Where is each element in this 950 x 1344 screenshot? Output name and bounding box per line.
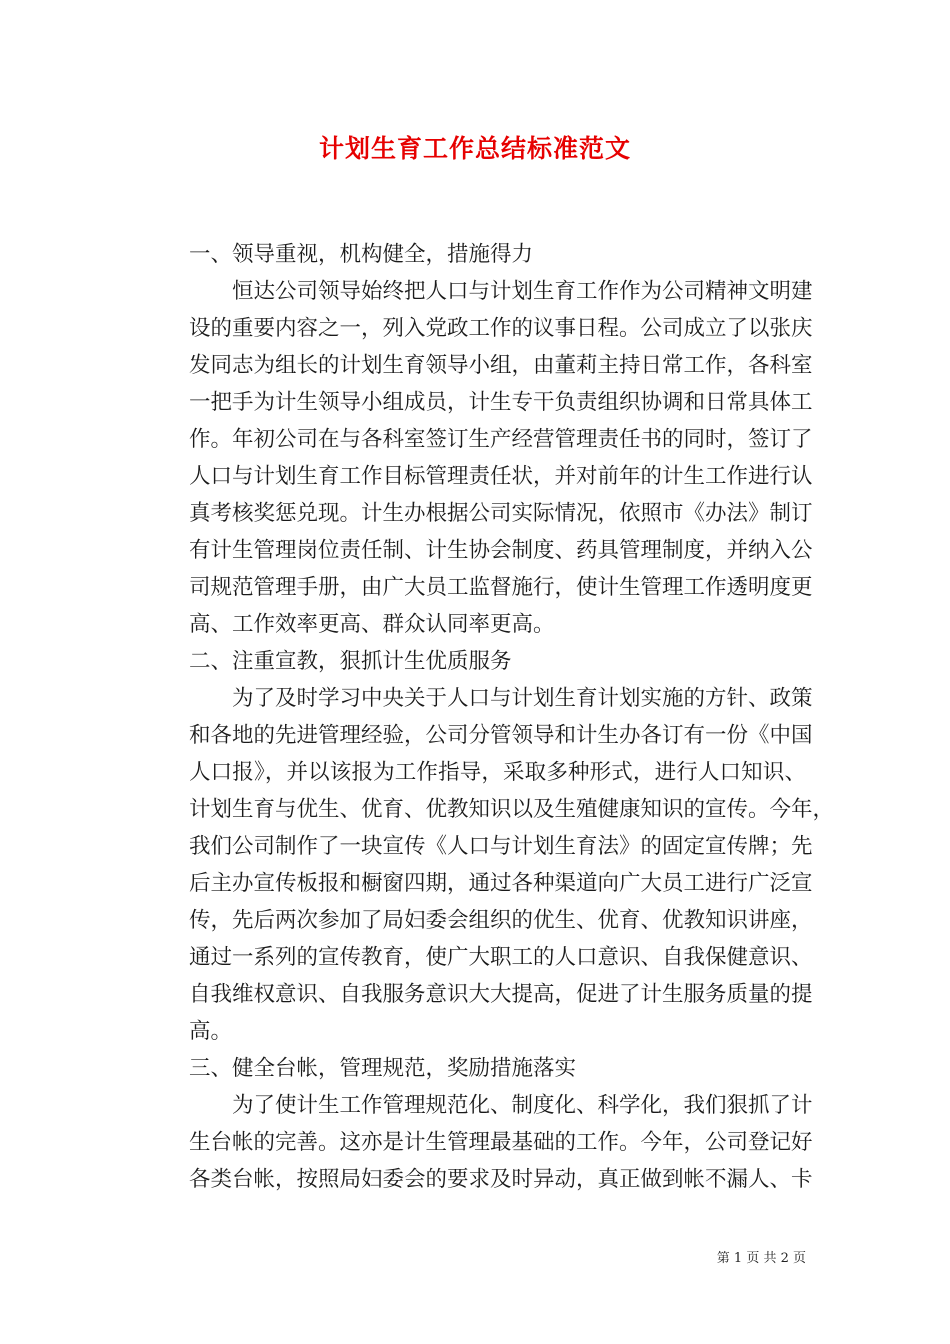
paragraph-line: 后主办宣传板报和橱窗四期，通过各种渠道向广大员工进行广泛宣 bbox=[189, 871, 813, 896]
section-heading-3: 三、健全台帐，管理规范，奖励措施落实 bbox=[189, 1056, 577, 1081]
document-body bbox=[146, 236, 835, 1198]
paragraph-line: 各类台帐，按照局妇委会的要求及时异动，真正做到帐不漏人、卡 bbox=[189, 1167, 813, 1192]
paragraph-line: 真考核奖惩兑现。计生办根据公司实际情况，依照市《办法》制订 bbox=[189, 501, 813, 526]
paragraph-line: 司规范管理手册，由广大员工监督施行，使计生管理工作透明度更 bbox=[189, 575, 813, 600]
paragraph-line: 传，先后两次参加了局妇委会组织的优生、优育、优教知识讲座， bbox=[189, 908, 813, 933]
paragraph-line: 作。年初公司在与各科室签订生产经营管理责任书的同时，签订了 bbox=[189, 427, 813, 452]
section-paragraph-2 bbox=[146, 680, 835, 1050]
paragraph-line: 高、工作效率更高、群众认同率更高。 bbox=[189, 612, 555, 637]
paragraph-line: 高。 bbox=[189, 1019, 233, 1044]
paragraph-line: 人口报》，并以该报为工作指导，采取多种形式，进行人口知识、 bbox=[189, 760, 806, 785]
section-heading-2: 二、注重宣教，狠抓计生优质服务 bbox=[189, 649, 512, 674]
document-title: 计划生育工作总结标准范文 bbox=[318, 134, 631, 163]
paragraph-line: 和各地的先进管理经验，公司分管领导和计生办各订有一份《中国 bbox=[189, 723, 813, 748]
paragraph-line: 一把手为计生领导小组成员，计生专干负责组织协调和日常具体工 bbox=[189, 390, 813, 415]
paragraph-line: 有计生管理岗位责任制、计生协会制度、药具管理制度，并纳入公 bbox=[189, 538, 813, 563]
paragraph-line: 人口与计划生育工作目标管理责任状，并对前年的计生工作进行认 bbox=[189, 464, 813, 489]
paragraph-line: 恒达公司领导始终把人口与计划生育工作作为公司精神文明建 bbox=[232, 279, 813, 304]
paragraph-line: 设的重要内容之一，列入党政工作的议事日程。公司成立了以张庆 bbox=[189, 316, 813, 341]
page-indicator: 第 1 页 共 2 页 bbox=[716, 1251, 806, 1266]
paragraph-line: 通过一系列的宣传教育，使广大职工的人口意识、自我保健意识、 bbox=[189, 945, 813, 970]
paragraph-line: 发同志为组长的计划生育领导小组，由董莉主持日常工作，各科室 bbox=[189, 353, 813, 378]
section-paragraph-1 bbox=[146, 273, 813, 643]
paragraph-line: 生台帐的完善。这亦是计生管理最基础的工作。今年，公司登记好 bbox=[189, 1130, 813, 1155]
paragraph-line: 我们公司制作了一块宣传《人口与计划生育法》的固定宣传牌；先 bbox=[189, 834, 813, 859]
paragraph-line: 为了及时学习中央关于人口与计划生育计划实施的方针、政策 bbox=[232, 686, 813, 711]
section-paragraph-3 bbox=[146, 1087, 813, 1198]
paragraph-line: 自我维权意识、自我服务意识大大提高，促进了计生服务质量的提 bbox=[189, 982, 813, 1007]
section-heading-1: 一、领导重视，机构健全，措施得力 bbox=[189, 242, 534, 267]
paragraph-line: 计划生育与优生、优育、优教知识以及生殖健康知识的宣传。今年， bbox=[189, 797, 835, 822]
paragraph-line: 为了使计生工作管理规范化、制度化、科学化，我们狠抓了计 bbox=[232, 1093, 813, 1118]
